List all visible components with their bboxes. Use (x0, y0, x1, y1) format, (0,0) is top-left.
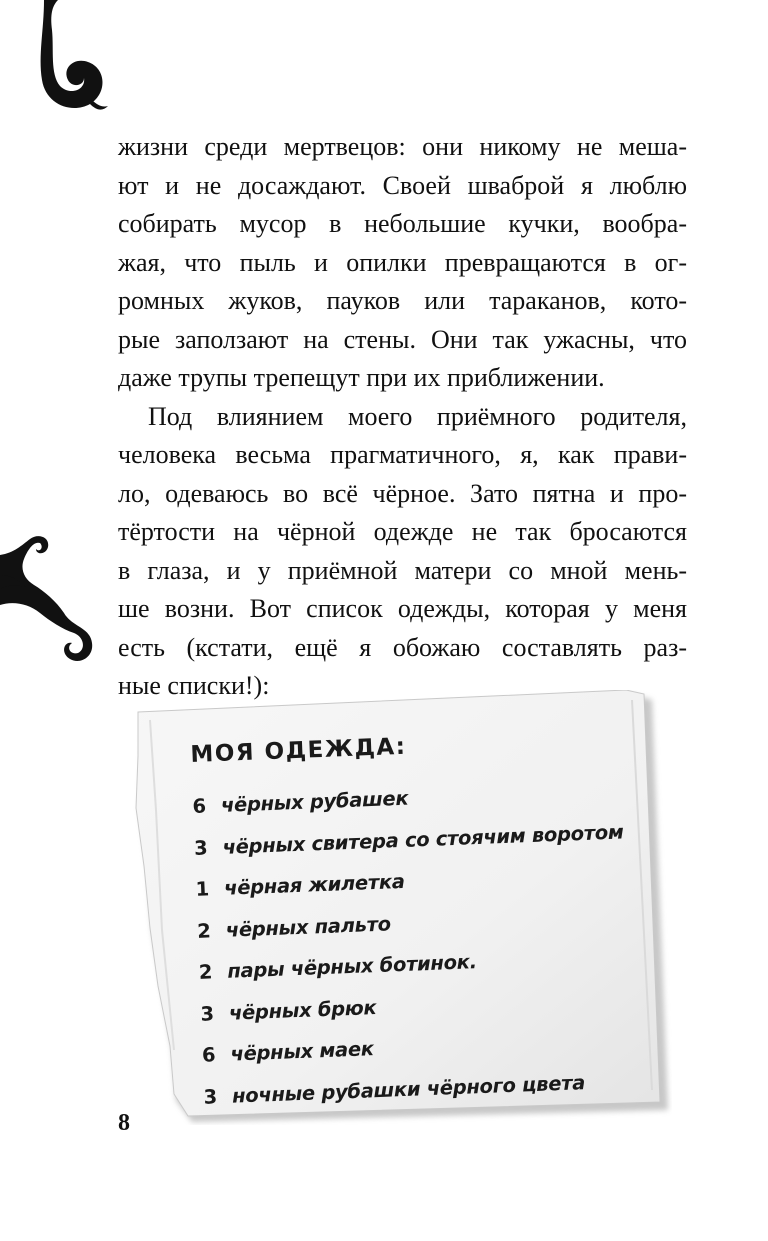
item-quantity: 3 (200, 1001, 215, 1026)
item-text: чёрная жилетка (223, 869, 406, 900)
item-text: чёрных пальто (225, 911, 392, 942)
item-quantity: 1 (195, 877, 210, 901)
item-quantity: 2 (198, 960, 213, 984)
paragraph (118, 128, 687, 398)
text-line: ные списки!): (118, 671, 270, 700)
text-line: собирать мусор в небольшие кучки, вообра- (118, 209, 687, 238)
item-text: чёрных рубашек (220, 786, 409, 817)
item-text: чёрных маек (230, 1037, 375, 1066)
item-text: чёрных брюк (228, 995, 377, 1025)
text-line: есть (кстати, ещё я обожаю составлять раз- (118, 632, 687, 662)
item-quantity: 3 (203, 1084, 218, 1109)
text-line: ют и не досаждают. Своей шваброй я люблю (118, 170, 687, 200)
page-number: 8 (118, 1110, 130, 1136)
item-text: ночные рубашки чёрного цвета (231, 1070, 586, 1108)
text-line: Под влиянием моего приёмного родителя, (148, 401, 687, 431)
item-text: чёрных свитера со стоячим воротом (222, 819, 624, 859)
text-line: в глаза, и у приёмной матери со мной мень- (118, 555, 687, 585)
text-line: жая, что пыль и опилки превращаются в ог- (118, 247, 687, 277)
text-line: ше возни. Вот список одежды, которая у меня (118, 594, 687, 623)
text-line: ромных жуков, пауков или тараканов, кото- (118, 286, 687, 315)
note-content (190, 724, 664, 1117)
body-text (118, 128, 687, 706)
clothing-list-note (132, 690, 672, 1125)
text-line: тёртости на чёрной одежде не так бросаются (118, 517, 687, 546)
item-quantity: 6 (192, 794, 207, 818)
item-quantity: 6 (201, 1043, 216, 1067)
branch-ornament-icon (0, 535, 100, 665)
text-line: рые заползают на стены. Они так ужасны, что (118, 324, 687, 354)
item-quantity: 2 (196, 918, 211, 943)
curl-ornament-icon (30, 0, 110, 115)
paragraph (118, 398, 687, 706)
item-text: пары чёрных ботинок. (226, 950, 478, 983)
text-line: жизни среди мертвецов: они никому не меша- (118, 132, 687, 161)
text-line: человека весьма прагматичного, я, как прави- (118, 440, 687, 469)
text-line: ло, одеваюсь во всё чёрное. Зато пятна и про- (118, 478, 687, 508)
text-line: даже трупы трепещут при их приближении. (118, 363, 605, 392)
note-title: МОЯ ОДЕЖДА: (190, 733, 407, 768)
item-quantity: 3 (193, 835, 208, 860)
